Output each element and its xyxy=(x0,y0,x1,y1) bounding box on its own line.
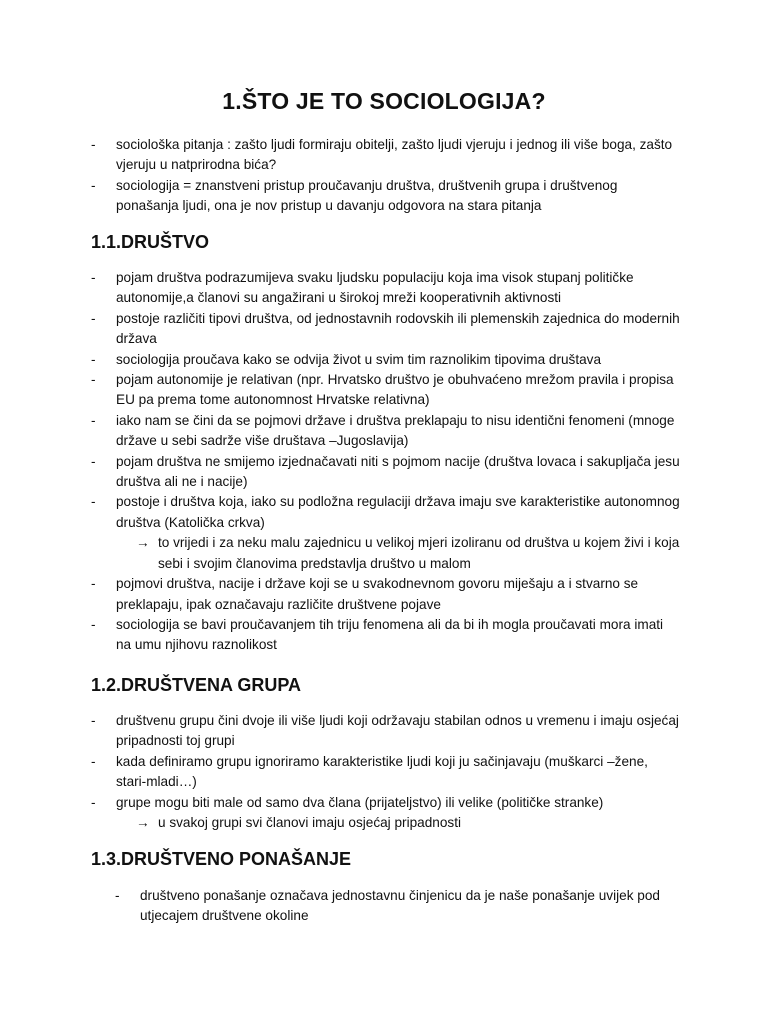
dash-bullet: - xyxy=(91,310,96,326)
dash-bullet: - xyxy=(91,137,96,152)
dash-bullet: - xyxy=(91,412,96,428)
list-item-text: postoje različiti tipovi društva, od jednostavnih rodovskih ili plemenskih zajednica do modernih država xyxy=(116,310,680,347)
list-item xyxy=(91,309,681,350)
list-item-text: društvenu grupu čini dvoje ili više ljudi koji održavaju stabilan odnos u vremenu i imaju osjećaj pripadnosti toj grupi xyxy=(116,713,679,749)
list-item-text: sociologija proučava kako se odvija život u svim tim raznolikim tipovima društava xyxy=(116,351,602,367)
dash-bullet: - xyxy=(91,270,96,285)
drustveno-ponasanje-list xyxy=(115,886,680,927)
arrow-sub-item xyxy=(112,533,681,574)
list-item xyxy=(91,350,681,370)
list-item-text: sociološka pitanja : zašto ljudi formiraju obitelji, zašto ljudi vjeruju i jednog ili više boga, zašto vjeruju u natprirodna bića? xyxy=(116,137,673,173)
list-item xyxy=(91,176,681,217)
list-item xyxy=(91,793,681,813)
list-item xyxy=(91,574,681,615)
list-item xyxy=(91,711,681,752)
dash-bullet: - xyxy=(91,794,96,810)
section-heading-drustvena-grupa: 1.2.DRUŠTVENA GRUPA xyxy=(91,675,302,695)
arrow-sub-item-text: u svakoj grupi svi članovi imaju osjećaj pripadnosti xyxy=(158,815,461,831)
list-item-text: pojam društva podrazumijeva svaku ljudsku populaciju koja ima visok stupanj političke autonomije,a članovi su angažirani u širokoj mreži kooperativnih aktivnosti xyxy=(116,270,634,306)
list-item xyxy=(91,268,681,309)
list-item xyxy=(91,752,681,793)
list-item-text: postoje i društva koja, iako su podložna regulaciji država imaju sve karakteristike autonomnog društva (Katolička crkva) xyxy=(116,494,680,530)
list-item-text: pojmovi društva, nacije i države koji se u svakodnevnom govoru miješaju a i stvarno se preklapaju, ipak označavaju različite društvene pojave xyxy=(116,576,639,612)
list-item-text: sociologija se bavi proučavanjem tih triju fenomena ali da bi ih mogla proučavati mora imati na umu njihovu raznolikost xyxy=(116,616,664,653)
list-item xyxy=(91,135,681,176)
dash-bullet: - xyxy=(91,177,96,193)
list-item-text: pojam društva ne smijemo izjednačavati niti s pojmom nacije (društva lovaca i sakupljača jesu društva ali ne i nacije) xyxy=(116,453,680,490)
dash-bullet: - xyxy=(91,494,96,510)
list-item xyxy=(91,411,681,452)
list-item-text: društveno ponašanje označava jednostavnu činjenicu da je naše ponašanje uvijek pod utjecajem društvene okoline xyxy=(140,888,660,924)
dash-bullet: - xyxy=(91,453,96,469)
drustvena-grupa-list xyxy=(91,711,681,833)
dash-bullet: - xyxy=(91,753,96,769)
dash-bullet: - xyxy=(91,576,96,592)
section-heading-drustvo: 1.1.DRUŠTVO xyxy=(91,232,210,252)
list-item-text: pojam autonomije je relativan (npr. Hrvatsko društvo je obuhvaćeno mrežom pravila i propisa EU pa prema tome autonomnost Hrvatske relativna) xyxy=(116,372,674,408)
list-item-text: grupe mogu biti male od samo dva člana (prijateljstvo) ili velike (političke stranke) xyxy=(116,794,604,810)
section-heading-drustveno-ponasanje: 1.3.DRUŠTVENO PONAŠANJE xyxy=(91,849,352,869)
list-item xyxy=(115,886,680,927)
drustvo-list xyxy=(91,268,681,656)
dash-bullet: - xyxy=(91,713,96,728)
arrow-icon: → xyxy=(136,815,150,831)
list-item-text: kada definiramo grupu ignoriramo karakteristike ljudi koji ju sačinjavaju (muškarci –žene, stari-mladi…) xyxy=(116,753,648,790)
list-item-text: iako nam se čini da se pojmovi države i društva preklapaju to nisu identični fenomeni (mnoge države u sebi sadrže više društava –Jugoslavija) xyxy=(116,412,675,449)
dash-bullet: - xyxy=(91,616,96,632)
list-item xyxy=(91,492,681,533)
dash-bullet: - xyxy=(115,888,120,903)
intro-list xyxy=(91,135,681,217)
list-item-text: sociologija = znanstveni pristup proučavanju društva, društvenih grupa i društvenog ponašanja ljudi, ona je nov pristup u davanju odgovora na stara pitanja xyxy=(116,177,618,214)
dash-bullet: - xyxy=(91,372,96,388)
arrow-sub-item xyxy=(112,813,681,833)
page-title: 1.ŠTO JE TO SOCIOLOGIJA? xyxy=(222,88,546,114)
list-item xyxy=(91,370,681,411)
arrow-icon: → xyxy=(136,535,150,551)
list-item xyxy=(91,452,681,493)
arrow-sub-item-text: to vrijedi i za neku malu zajednicu u velikoj mjeri izoliranu od društva u kojem živi i koja sebi i svojim članovima predstavlja društvo u malom xyxy=(158,535,680,571)
dash-bullet: - xyxy=(91,351,96,367)
list-item xyxy=(91,615,681,656)
